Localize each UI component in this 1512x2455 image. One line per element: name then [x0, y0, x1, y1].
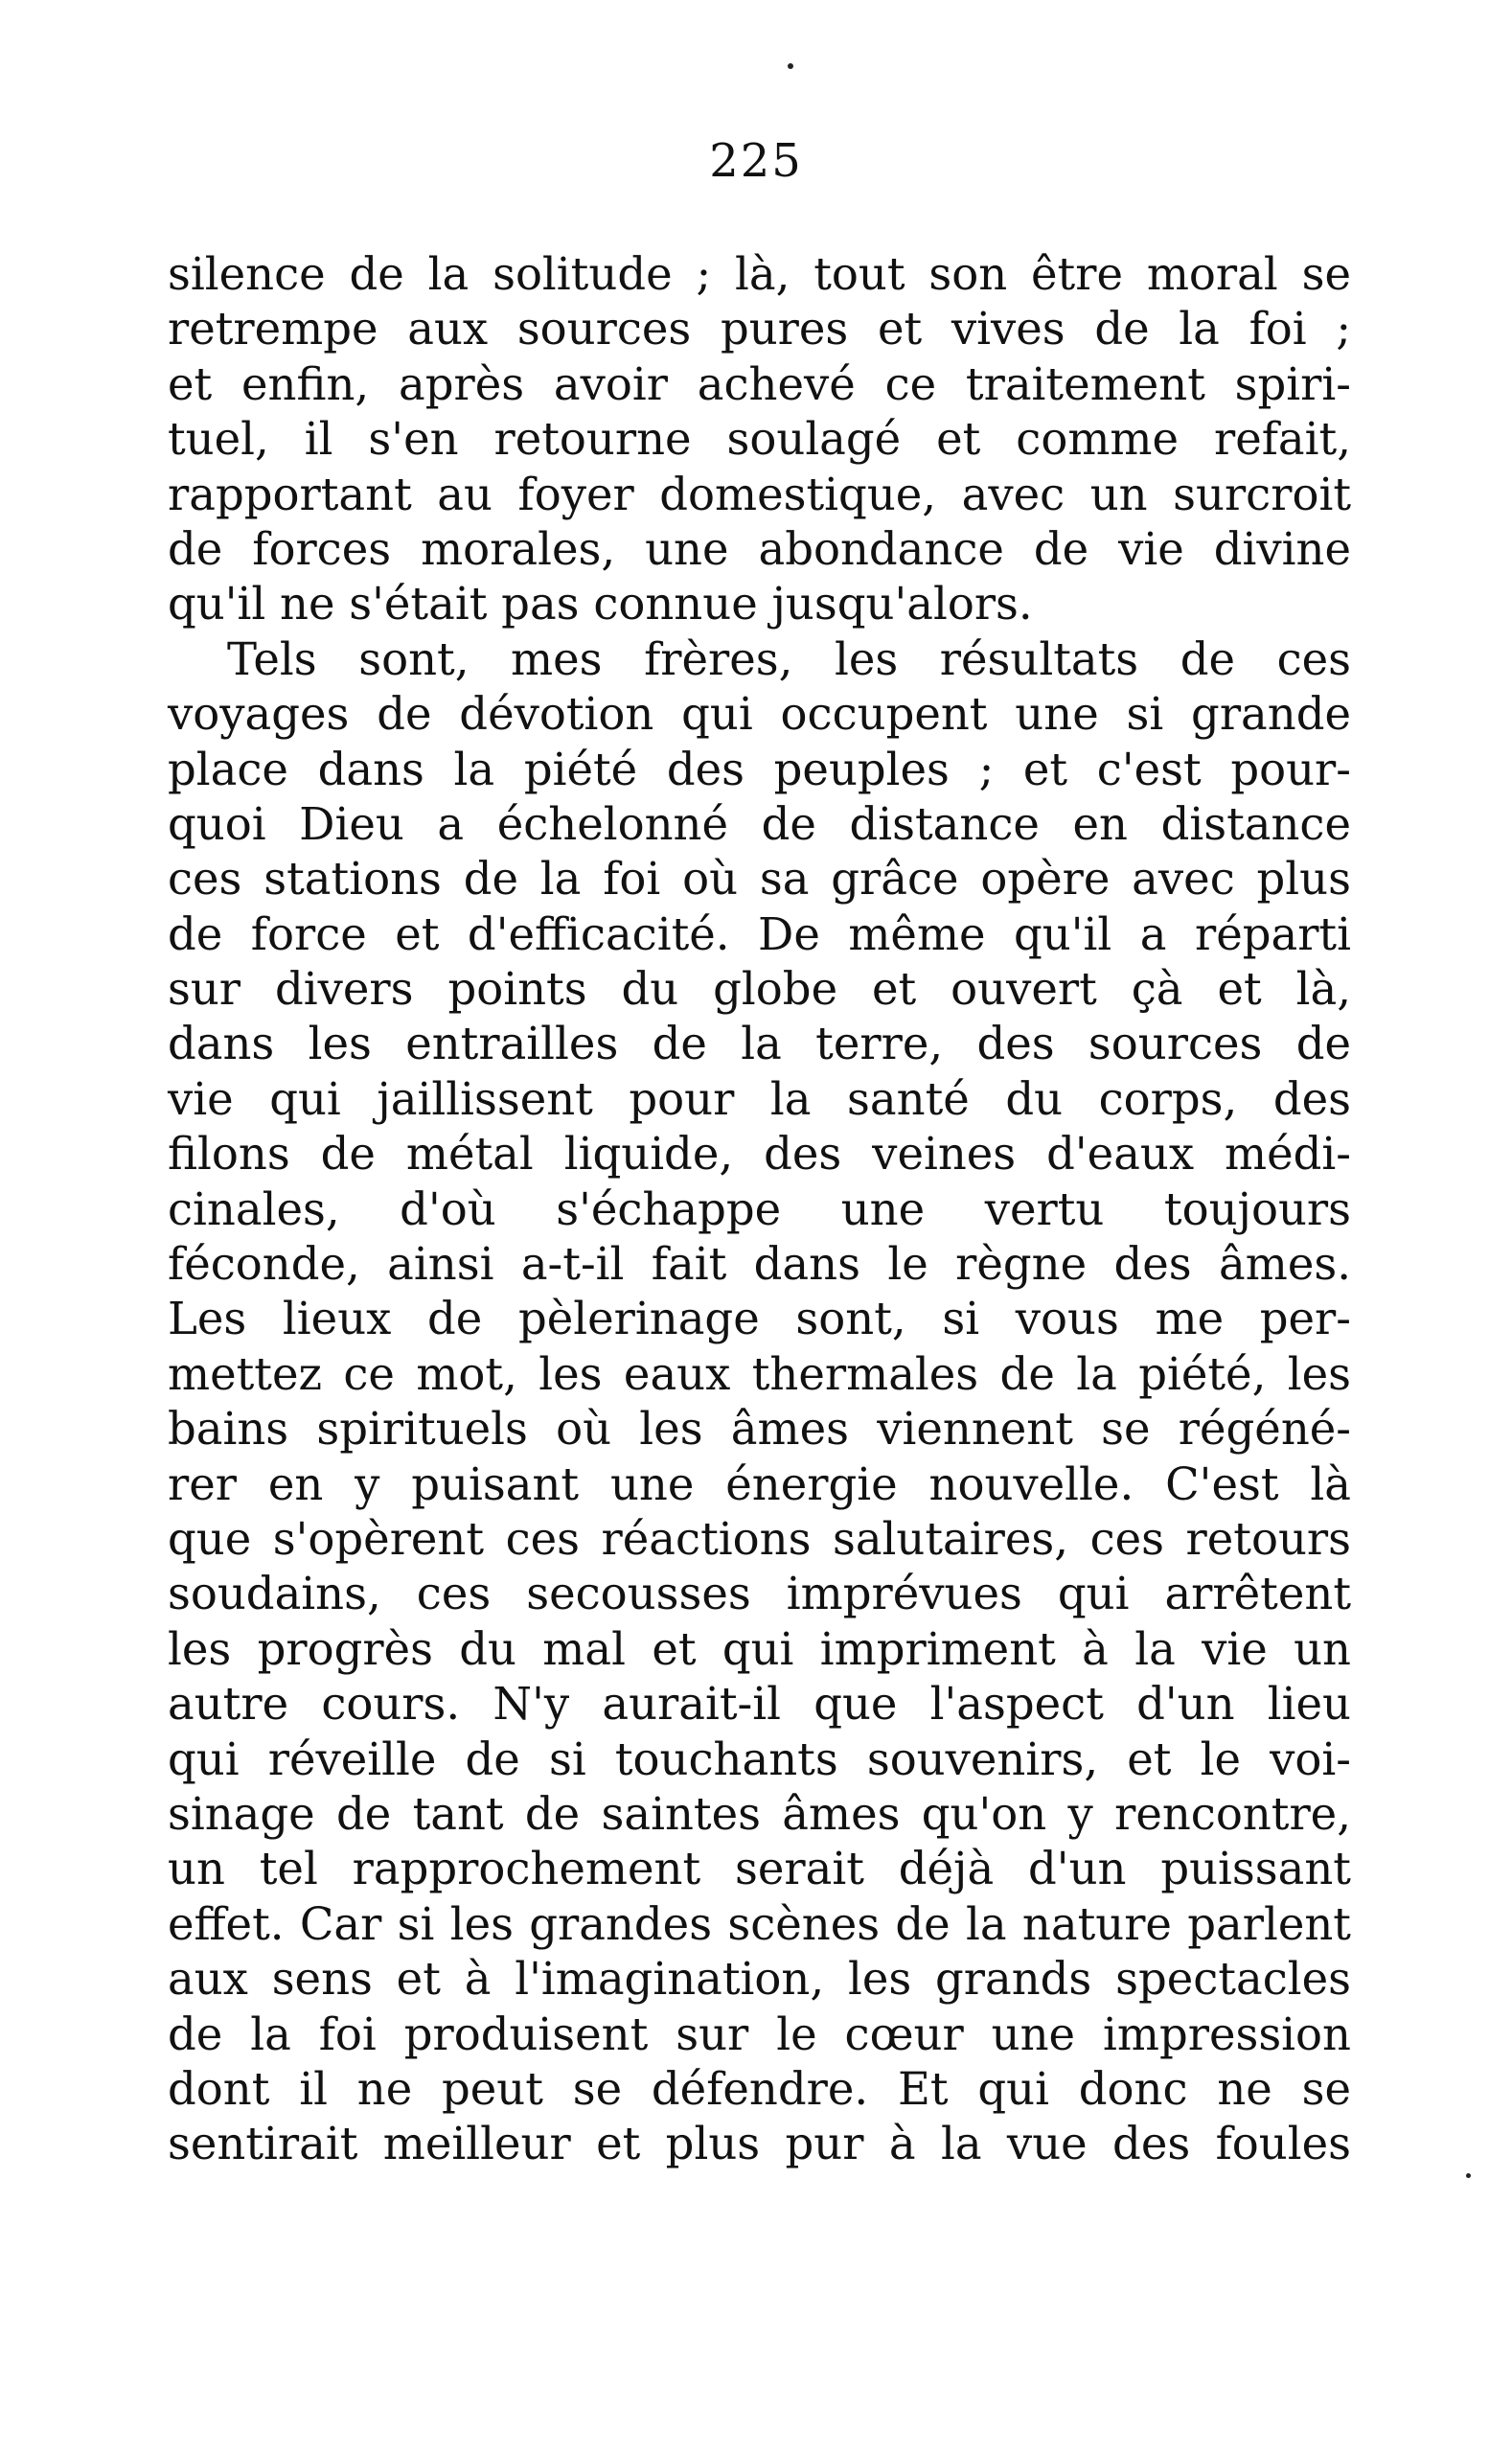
text-line: silence de la solitude ; là, tout son être moral se	[168, 248, 1351, 300]
text-line: dans les entrailles de la terre, des sources de	[168, 1018, 1351, 1070]
text-line: ces stations de la foi où sa grâce opère avec plus	[168, 853, 1351, 906]
text-line: aux sens et à l'imagination, les grands spectacles	[168, 1953, 1351, 2006]
page-number: 225	[709, 134, 803, 188]
paragraph-end-line: qu'il ne s'était pas connue jusqu'alors.	[168, 578, 1033, 631]
text-line: un tel rapprochement serait déjà d'un puissant	[168, 1843, 1351, 1895]
text-line: rapportant au foyer domestique, avec un surcroit	[168, 468, 1351, 520]
text-line: place dans la piété des peuples ; et c'est pour-	[168, 743, 1351, 795]
text-line: qui réveille de si touchants souvenirs, et le voi-	[168, 1732, 1351, 1785]
text-line: retrempe aux sources pures et vives de la foi ;	[168, 303, 1351, 356]
text-line: féconde, ainsi a-t-il fait dans le règne des âmes.	[168, 1238, 1351, 1291]
text-line: de forces morales, une abondance de vie divine	[168, 522, 1351, 575]
text-line: et enfin, après avoir achevé ce traitement spiri-	[168, 357, 1351, 410]
text-line: effet. Car si les grandes scènes de la nature parlent	[168, 1897, 1351, 1950]
text-line: rer en y puisant une énergie nouvelle. C'est là	[168, 1457, 1351, 1510]
ink-speck-top	[788, 63, 793, 69]
text-line: sinage de tant de saintes âmes qu'on y rencontre,	[168, 1787, 1351, 1840]
text-line: soudains, ces secousses imprévues qui arrêtent	[168, 1568, 1351, 1620]
text-line: cinales, d'où s'échappe une vertu toujours	[168, 1182, 1351, 1235]
text-line: filons de métal liquide, des veines d'eaux médi-	[168, 1128, 1351, 1181]
text-line: dont il ne peut se défendre. Et qui donc ne se	[168, 2062, 1351, 2115]
text-line: voyages de dévotion qui occupent une si grande	[168, 688, 1351, 741]
text-line: sentirait meilleur et plus pur à la vue des foules	[168, 2118, 1351, 2170]
paragraph-start-line: Tels sont, mes frères, les résultats de ces	[227, 632, 1351, 685]
body-text	[168, 247, 1351, 2172]
text-line: quoi Dieu a échelonné de distance en distance	[168, 797, 1351, 850]
text-line: de force et d'efficacité. De même qu'il a réparti	[168, 907, 1351, 960]
text-line: de la foi produisent sur le cœur une impression	[168, 2008, 1351, 2060]
text-line: tuel, il s'en retourne soulagé et comme refait,	[168, 413, 1351, 466]
text-line: bains spirituels où les âmes viennent se régéné-	[168, 1403, 1351, 1456]
text-line: vie qui jaillissent pour la santé du corps, des	[168, 1072, 1351, 1125]
text-line: les progrès du mal et qui impriment à la vie un	[168, 1622, 1351, 1675]
text-line: mettez ce mot, les eaux thermales de la piété, les	[168, 1347, 1351, 1400]
text-line: que s'opèrent ces réactions salutaires, ces retours	[168, 1512, 1351, 1565]
text-line: autre cours. N'y aurait-il que l'aspect d'un lieu	[168, 1678, 1351, 1731]
text-line: Les lieux de pèlerinage sont, si vous me per-	[168, 1293, 1351, 1345]
text-line: sur divers points du globe et ouvert çà et là,	[168, 963, 1351, 1016]
ink-speck-right	[1466, 2173, 1471, 2178]
